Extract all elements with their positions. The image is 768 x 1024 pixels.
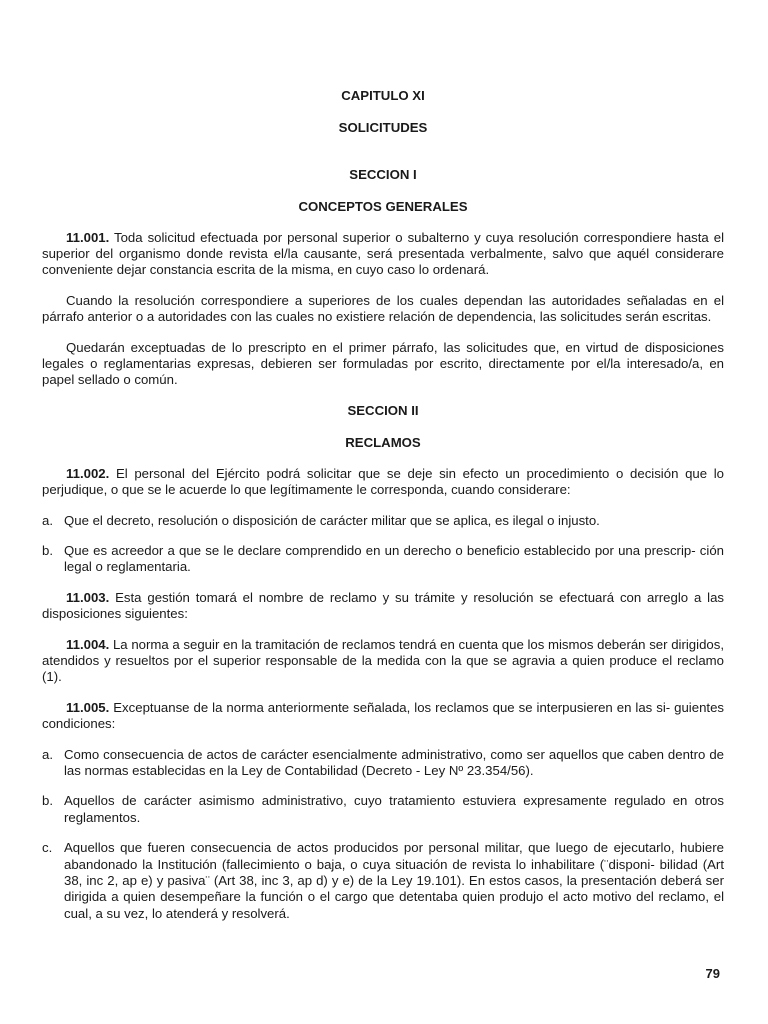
article-text: El personal del Ejército podrá solicitar que se deje sin efecto un procedimiento o decisión que lo perjudique, o que se le acuerde lo que legítimamente le corresponda, cuando considerare: — [42, 465, 724, 498]
article-text: La norma a seguir en la tramitación de reclamos tendrá en cuenta que los mismos deberán ser dirigidos, atendidos y resueltos por el superior responsable de la medida con la que se agravia a quien produce el reclamo (1). — [42, 636, 724, 685]
article-number: 11.003. — [66, 589, 110, 605]
article-number: 11.005. — [66, 699, 110, 715]
article-text: Toda solicitud efectuada por personal superior o subalterno y cuya resolución correspondiere hasta el superior del organismo donde revista el/la causante, será presentada verbalmente, salvo que aquél considerare conveniente dejar constancia escrita de la misma, en cuyo caso lo ordenará. — [42, 229, 724, 278]
list-item-b — [42, 543, 724, 576]
document-page — [42, 88, 724, 922]
list-text: Que es acreedor a que se le declare comprendido en un derecho o beneficio establecido por una prescrip- ción legal o reglamentaria. — [64, 542, 724, 575]
page-number: 79 — [705, 966, 720, 981]
list-marker: a. — [42, 512, 53, 528]
paragraph-3: Quedarán exceptuadas de lo prescripto en el primer párrafo, las solicitudes que, en virtud de disposiciones legales o reglamentarias expresas, debieren ser formuladas por escrito, directamente por el/la interesado/a, en papel sellado o común. — [42, 339, 724, 388]
list-text: Aquellos de carácter asimismo administrativo, cuyo tratamiento estuviera expresamente regulado en otros reglamentos. — [64, 793, 724, 825]
article-11002 — [42, 466, 724, 499]
article-11001 — [42, 230, 724, 279]
article-11004 — [42, 637, 724, 686]
section-2-subtitle: RECLAMOS — [345, 435, 421, 451]
article-number: 11.001. — [66, 229, 110, 245]
article-text: Esta gestión tomará el nombre de reclamo y su trámite y resolución se efectuará con arreglo a las disposiciones siguientes: — [42, 589, 724, 622]
list-marker: b. — [42, 542, 53, 558]
list-marker: c. — [42, 840, 53, 856]
section-1-subtitle: CONCEPTOS GENERALES — [298, 199, 468, 215]
article-11003 — [42, 590, 724, 623]
condition-item-b — [42, 793, 724, 826]
section-1-title: SECCION I — [349, 166, 417, 182]
list-marker: b. — [42, 793, 53, 809]
list-text: Aquellos que fueren consecuencia de actos producidos por personal militar, que luego de ejecutarlo, hubiere abandonado la Institución (fallecimiento o baja, o cuya situación de revista lo inhabilitare (¨disponi- bilidad (Art 38, inc 2, ap e) y pasiva¨ (Art 38, inc 3, ap d) y e) de la Ley 19.101). En estos casos, la presentación deberá ser dirigida a quien desempeñare la función o el cargo que detentaba quien produjo el acto motivo del reclamo, el cual, a su vez, lo atenderá y resolverá. — [64, 840, 724, 921]
article-number: 11.002. — [66, 465, 110, 481]
chapter-subtitle: SOLICITUDES — [338, 120, 428, 136]
article-text: Exceptuanse de la norma anteriormente señalada, los reclamos que se interpusieren en las si- guientes condiciones: — [42, 699, 724, 732]
condition-item-a — [42, 747, 724, 780]
section-2-title: SECCION II — [347, 402, 419, 418]
article-11005 — [42, 700, 724, 733]
list-text: Que el decreto, resolución o disposición de carácter militar que se aplica, es ilegal o injusto. — [64, 512, 600, 528]
list-item-a — [42, 513, 724, 529]
paragraph-2: Cuando la resolución correspondiere a superiores de los cuales dependan las autoridades señaladas en el párrafo anterior o a autoridades con las cuales no existiere relación de dependencia, las solicitudes serán escritas. — [42, 292, 724, 325]
article-number: 11.004. — [66, 636, 110, 652]
condition-item-c — [42, 840, 724, 922]
chapter-title: CAPITULO XI — [341, 88, 425, 103]
list-text: Como consecuencia de actos de carácter esencialmente administrativo, como ser aquellos que caben dentro de las normas establecidas en la Ley de Contabilidad (Decreto - Ley Nº 23.354/56). — [64, 746, 724, 778]
list-marker: a. — [42, 746, 53, 762]
